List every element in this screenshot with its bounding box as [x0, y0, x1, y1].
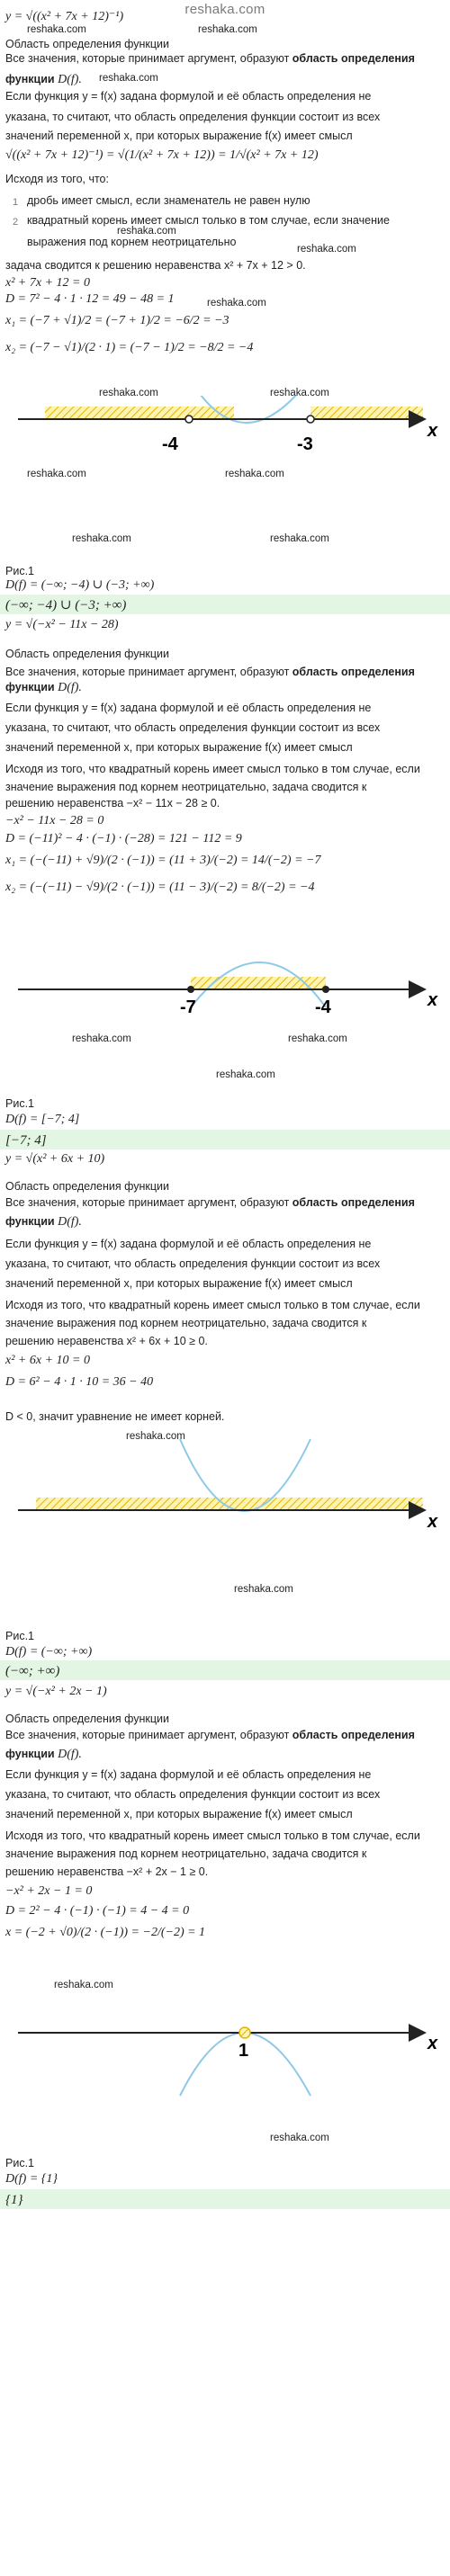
domain-4: D(f) = {1} [5, 2172, 58, 2186]
transform-1: √((x² + 7x + 12)⁻¹) = √(1/(x² + 7x + 12)) = 1/√(x² + 7x + 12) [5, 148, 319, 162]
axis-x-label: x [428, 421, 438, 441]
axis-x-label: x [428, 1512, 438, 1532]
if-4b: указана, то считают, что область определения функции состоит из всех [5, 1788, 381, 1801]
root-x-4: x = (−2 + √0)/(2 · (−1)) = −2/(−2) = 1 [5, 1926, 206, 1939]
intro-4b: функции D(f). [5, 1748, 82, 1761]
if-2b: указана, то считают, что область определения функции состоит из всех [5, 721, 381, 734]
intro-2b: функции D(f). [5, 681, 82, 694]
watermark: reshaka.com [99, 73, 158, 84]
watermark: reshaka.com [297, 244, 356, 255]
task-2c: решению неравенства −x² − 11x − 28 ≥ 0. [5, 797, 220, 809]
eq-4: −x² + 2x − 1 = 0 [5, 1884, 93, 1898]
watermark: reshaka.com [270, 2133, 329, 2143]
heading-1: Область определения функции [5, 38, 169, 50]
watermark: reshaka.com [270, 388, 329, 398]
hatched-region-left [45, 407, 234, 419]
task-4b: значение выражения под корнем неотрицательно, задача сводится к [5, 1847, 367, 1860]
watermark: reshaka.com [54, 1980, 113, 1990]
watermark: reshaka.com [270, 533, 329, 544]
watermark: reshaka.com [288, 1033, 347, 1044]
point-label: -7 [180, 997, 196, 1017]
domain-1: D(f) = (−∞; −4) ∪ (−3; +∞) [5, 578, 155, 592]
heading-4: Область определения функции [5, 1713, 169, 1725]
point-closed-1 [187, 986, 194, 993]
task-4a: Исходя из того, что квадратный корень имеет смысл только в том случае, если [5, 1829, 420, 1842]
disc-1: D = 7² − 4 · 1 · 12 = 49 − 48 = 1 [5, 292, 175, 306]
task-3b: значение выражения под корнем неотрицательно, задача сводится к [5, 1317, 367, 1329]
point-closed-2 [322, 986, 329, 993]
watermark: reshaka.com [72, 533, 131, 544]
answer-4: {1} [0, 2189, 450, 2209]
point-label: 1 [238, 2041, 249, 2061]
watermark: reshaka.com [234, 1584, 293, 1595]
root-x1-1: x₁ = (−7 + √1)/2 = (−7 + 1)/2 = −6/2 = −3 [5, 314, 230, 327]
point-open-1 [185, 416, 193, 423]
number-line-figure-2 [0, 935, 450, 1043]
intro-3b: функции D(f). [5, 1215, 82, 1229]
heading-2: Область определения функции [5, 648, 169, 660]
if-2a: Если функция y = f(x) задана формулой и её область определения не [5, 702, 372, 714]
intro-1b: функции D(f). [5, 73, 82, 86]
axis-x-label: x [428, 2034, 438, 2053]
if-3c: значений переменной x, при которых выражение f(x) имеет смысл [5, 1277, 353, 1290]
function-3: y = √(x² + 6x + 10) [5, 1152, 105, 1166]
if-3a: Если функция y = f(x) задана формулой и её область определения не [5, 1238, 372, 1250]
watermark: reshaka.com [225, 469, 284, 479]
function-2: y = √(−x² − 11x − 28) [5, 618, 119, 631]
answer-1: (−∞; −4) ∪ (−3; +∞) [0, 595, 450, 614]
if-1b: указана, то считают, что область определения функции состоит из всех [5, 111, 381, 123]
list-num-1: 1 [13, 197, 19, 208]
function-4: y = √(−x² + 2x − 1) [5, 1685, 107, 1698]
task-4c: решению неравенства −x² + 2x − 1 ≥ 0. [5, 1865, 209, 1878]
fig-label-3: Рис.1 [5, 1630, 34, 1642]
task-3c: решению неравенства x² + 6x + 10 ≥ 0. [5, 1335, 208, 1347]
if-4c: значений переменной x, при которых выражение f(x) имеет смысл [5, 1808, 353, 1820]
watermark: reshaka.com [99, 388, 158, 398]
point-label: -3 [297, 434, 313, 454]
intro-4: Все значения, которые принимает аргумент, образуют область определения [5, 1729, 415, 1741]
eq-3: x² + 6x + 10 = 0 [5, 1354, 90, 1367]
therefore-1: Исходя из того, что: [5, 173, 109, 185]
number-line-figure-3 [0, 1430, 450, 1565]
root-x1-2: x₁ = (−(−11) + √9)/(2 · (−1)) = (11 + 3)/(−2) = 14/(−2) = −7 [5, 854, 321, 867]
domain-3: D(f) = (−∞; +∞) [5, 1645, 93, 1659]
root-x2-1: x₂ = (−7 − √1)/(2 · 1) = (−7 − 1)/2 = −8/2 = −4 [5, 341, 254, 354]
if-3b: указана, то считают, что область определения функции состоит из всех [5, 1257, 381, 1270]
number-line-figure-4 [0, 1979, 450, 2114]
no-roots-3: D < 0, значит уравнение не имеет корней. [5, 1410, 225, 1423]
site-title[interactable]: reshaka.com [184, 2, 266, 17]
watermark: reshaka.com [198, 24, 257, 35]
task-2a: Исходя из того, что квадратный корень имеет смысл только в том случае, если [5, 763, 420, 775]
watermark: reshaka.com [72, 1033, 131, 1044]
task-3a: Исходя из того, что квадратный корень имеет смысл только в том случае, если [5, 1299, 420, 1311]
watermark: reshaka.com [207, 298, 266, 309]
if-1c: значений переменной x, при которых выражение f(x) имеет смысл [5, 130, 353, 142]
watermark: reshaka.com [216, 1069, 275, 1080]
function-1: y = √((x² + 7x + 12)⁻¹) [5, 10, 124, 23]
watermark: reshaka.com [126, 1431, 185, 1442]
watermark: reshaka.com [117, 226, 176, 237]
list-item-2: квадратный корень имеет смысл только в том случае, если значение [27, 214, 390, 227]
intro-2: Все значения, которые принимает аргумент, образуют область определения [5, 666, 415, 678]
heading-3: Область определения функции [5, 1180, 169, 1193]
fig-label-2: Рис.1 [5, 1097, 34, 1110]
list-item-3: выражения под корнем неотрицательно [27, 236, 237, 248]
list-num-2: 2 [13, 217, 19, 228]
disc-2: D = (−11)² − 4 · (−1) · (−28) = 121 − 112 = 9 [5, 832, 242, 845]
point-label: -4 [162, 434, 178, 454]
answer-2: [−7; 4] [0, 1130, 450, 1149]
point-label: -4 [315, 997, 331, 1017]
if-1a: Если функция y = f(x) задана формулой и её область определения не [5, 90, 372, 103]
if-2c: значений переменной x, при которых выражение f(x) имеет смысл [5, 741, 353, 754]
answer-3: (−∞; +∞) [0, 1660, 450, 1680]
list-item-1: дробь имеет смысл, если знаменатель не равен нулю [27, 194, 310, 207]
eq-1: x² + 7x + 12 = 0 [5, 276, 90, 290]
watermark: reshaka.com [27, 24, 86, 35]
disc-4: D = 2² − 4 · (−1) · (−1) = 4 − 4 = 0 [5, 1904, 190, 1918]
task-1: задача сводится к решению неравенства x² + 7x + 12 > 0. [5, 259, 306, 272]
intro-3: Все значения, которые принимает аргумент, образуют область определения [5, 1196, 415, 1209]
intro-1: Все значения, которые принимает аргумент, образуют область определения [5, 52, 415, 65]
point-open-2 [307, 416, 314, 423]
axis-x-label: x [428, 990, 438, 1010]
number-line-figure-1 [0, 396, 450, 504]
point-closed [239, 2027, 250, 2038]
eq-2: −x² − 11x − 28 = 0 [5, 814, 104, 827]
hatched-region-right [310, 407, 423, 419]
watermark: reshaka.com [27, 469, 86, 479]
root-x2-2: x₂ = (−(−11) − √9)/(2 · (−1)) = (11 − 3)/(−2) = 8/(−2) = −4 [5, 881, 315, 894]
fig-label-1: Рис.1 [5, 565, 34, 577]
domain-2: D(f) = [−7; 4] [5, 1113, 80, 1126]
fig-label-4: Рис.1 [5, 2157, 34, 2169]
disc-3: D = 6² − 4 · 1 · 10 = 36 − 40 [5, 1375, 154, 1389]
if-4a: Если функция y = f(x) задана формулой и её область определения не [5, 1768, 372, 1781]
task-2b: значение выражения под корнем неотрицательно, задача сводится к [5, 781, 367, 793]
